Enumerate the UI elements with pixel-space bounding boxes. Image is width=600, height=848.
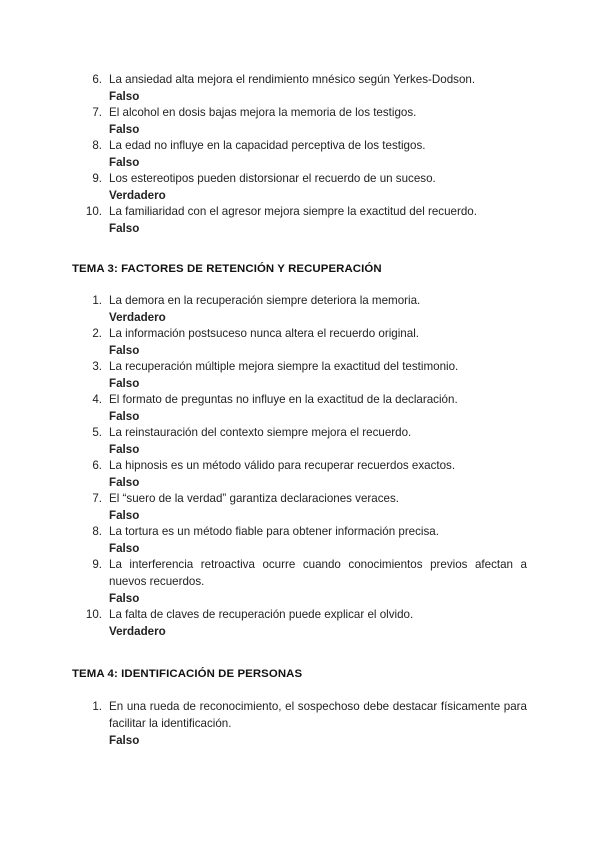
answer-label: Falso <box>109 123 140 136</box>
answer-label: Falso <box>109 90 140 103</box>
question-text: El alcohol en dosis bajas mejora la memoria de los testigos. <box>109 106 417 119</box>
list-item <box>0 203 600 236</box>
item-number: 7. <box>92 106 102 119</box>
item-number: 5. <box>92 426 102 439</box>
list-item <box>0 170 600 203</box>
item-number: 6. <box>92 459 102 472</box>
question-text: La ansiedad alta mejora el rendimiento mnésico según Yerkes-Dodson. <box>109 73 476 86</box>
question-text: La información postsuceso nunca altera el recuerdo original. <box>109 327 419 340</box>
item-number: 9. <box>92 558 102 571</box>
answer-label: Falso <box>109 410 140 423</box>
question-text: La interferencia retroactiva ocurre cuando conocimientos previos afectan a nuevos recuerdos. <box>109 558 527 588</box>
item-number: 9. <box>92 172 102 185</box>
item-number: 1. <box>92 294 102 307</box>
list-item <box>0 698 600 748</box>
answer-label: Falso <box>109 542 140 555</box>
list-item <box>0 137 600 170</box>
list-item <box>0 457 600 490</box>
tema3-question-list <box>0 292 600 639</box>
list-item <box>0 292 600 325</box>
list-item <box>0 424 600 457</box>
answer-label: Falso <box>109 377 140 390</box>
question-text: En una rueda de reconocimiento, el sospechoso debe destacar físicamente para facilitar la identificación. <box>109 700 527 730</box>
answer-label: Verdadero <box>109 625 166 638</box>
item-number: 10. <box>85 205 102 218</box>
item-number: 4. <box>92 393 102 406</box>
list-item <box>0 358 600 391</box>
question-text: El formato de preguntas no influye en la exactitud de la declaración. <box>109 393 458 406</box>
item-number: 7. <box>92 492 102 505</box>
question-text: La falta de claves de recuperación puede explicar el olvido. <box>109 608 414 621</box>
item-number: 3. <box>92 360 102 373</box>
list-item <box>0 523 600 556</box>
item-number: 1. <box>92 700 102 713</box>
question-text: Los estereotipos pueden distorsionar el recuerdo de un suceso. <box>109 172 436 185</box>
question-text: La edad no influye en la capacidad perceptiva de los testigos. <box>109 139 426 152</box>
list-item <box>0 490 600 523</box>
question-text: La reinstauración del contexto siempre mejora el recuerdo. <box>109 426 412 439</box>
question-text: La recuperación múltiple mejora siempre la exactitud del testimonio. <box>109 360 459 373</box>
item-number: 6. <box>92 73 102 86</box>
item-number: 8. <box>92 139 102 152</box>
answer-label: Falso <box>109 476 140 489</box>
answer-label: Verdadero <box>109 311 166 324</box>
question-text: La tortura es un método fiable para obtener información precisa. <box>109 525 439 538</box>
list-item <box>0 104 600 137</box>
question-text: El “suero de la verdad” garantiza declaraciones veraces. <box>109 492 399 505</box>
tema2-question-list <box>0 71 600 236</box>
answer-label: Falso <box>109 592 140 605</box>
list-item <box>0 71 600 104</box>
list-item <box>0 606 600 639</box>
section-heading-tema3: TEMA 3: FACTORES DE RETENCIÓN Y RECUPERACIÓN <box>72 263 382 275</box>
section-heading-tema4: TEMA 4: IDENTIFICACIÓN DE PERSONAS <box>72 668 303 680</box>
list-item <box>0 325 600 358</box>
tema4-question-list <box>0 698 600 748</box>
question-text: La demora en la recuperación siempre deteriora la memoria. <box>109 294 421 307</box>
answer-label: Falso <box>109 156 140 169</box>
answer-label: Falso <box>109 443 140 456</box>
list-item <box>0 556 600 606</box>
item-number: 8. <box>92 525 102 538</box>
answer-label: Falso <box>109 509 140 522</box>
question-text: La familiaridad con el agresor mejora siempre la exactitud del recuerdo. <box>109 205 477 218</box>
item-number: 10. <box>85 608 102 621</box>
answer-label: Verdadero <box>109 189 166 202</box>
answer-label: Falso <box>109 344 140 357</box>
item-number: 2. <box>92 327 102 340</box>
list-item <box>0 391 600 424</box>
question-text: La hipnosis es un método válido para recuperar recuerdos exactos. <box>109 459 456 472</box>
answer-label: Falso <box>109 222 140 235</box>
answer-label: Falso <box>109 734 140 747</box>
